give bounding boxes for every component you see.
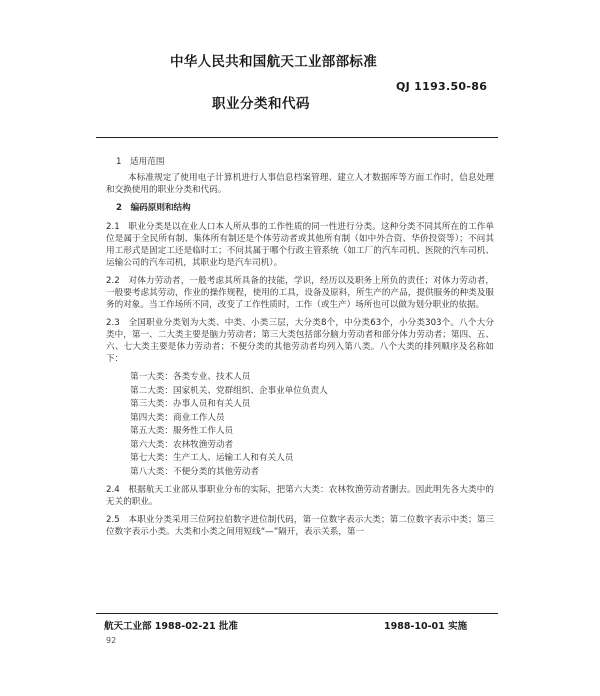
clause-2-1: 2.1 职业分类是以在业人口本人所从事的工作性质的同一性进行分类。这种分类不同其所在的工作单位是属于全民所有制、集体所有制还是个体劳动者或其他所有制（如中外合资、华侨投资等）；不问其用工形式是固定工还是临时工；不问其属于哪个行政主管系统（如工厂的汽车司机、医院的汽车司机、运输公司的汽车司机，其职业均是汽车司机）。 <box>106 222 494 268</box>
clause-2-5: 2.5 本职业分类采用三位阿拉伯数字进位制代码，第一位数字表示大类；第二位数字表示中类；第三位数字表示小类。大类和小类之间用短线“—”隔开，表示关系，第一 <box>106 515 494 537</box>
effective-date: 1988-10-01 实施 <box>384 621 468 632</box>
clause-2-2: 2.2 对体力劳动者，一般考虑其所具备的技能，学识，经历以及职务上所负的责任；对体力劳动者，一般要考虑其劳动，作业的操作规程，使用的工具，设备及原料，所生产的产品，提供服务的种类及服务的对象。当工作场所不同，改变了工作性质时，工作（或生产）场所也可以做为划分职业的依据。 <box>106 276 494 310</box>
clause-2-4: 2.4 根据航天工业部从事职业分布的实际，把第六大类：农林牧渔劳动者删去。因此明先各大类中的无关的职业。 <box>106 485 494 507</box>
page-number: 92 <box>106 636 117 645</box>
list-item: 第二大类：国家机关、党群组织、企事业单位负责人 <box>130 385 328 396</box>
list-item: 第五大类：服务性工作人员 <box>130 426 234 436</box>
approval-date: 航天工业部 1988-02-21 批准 <box>104 621 238 632</box>
list-item: 第八大类：不便分类的其他劳动者 <box>130 466 259 477</box>
header-divider <box>96 137 498 138</box>
category-list <box>106 371 494 479</box>
clause-2-3: 2.3 全国职业分类划为大类、中类、小类三层，大分类8个，中分类63个，小分类303个。八个大分类中，第一、二大类主要是脑力劳动者；第三大类包括部分脑力劳动者和部分体力劳动者；第四、五、六、七大类主要是体力劳动者；不便分类的其他劳动者均列入第八类。八个大类的排列顺序及名称如下： <box>106 318 494 364</box>
list-item: 第七大类：生产工人、运输工人和有关人员 <box>130 453 294 463</box>
standard-number: QJ 1193.50-86 <box>396 80 488 93</box>
list-item: 第一大类：各类专业、技术人员 <box>130 372 251 382</box>
footer-divider <box>96 613 498 614</box>
section-1-paragraph: 本标准规定了使用电子计算机进行人事信息档案管理、建立人才数据库等方面工作时，信息处理和交换使用的职业分类和代码。 <box>106 173 494 195</box>
document-body <box>106 156 494 544</box>
list-item: 第四大类：商业工作人员 <box>130 412 225 423</box>
document-title: 职业分类和代码 <box>212 96 310 112</box>
issuing-agency: 中华人民共和国航天工业部部标准 <box>170 54 377 70</box>
list-item: 第六大类：农林牧渔劳动者 <box>130 439 234 450</box>
section-1-heading: 1 适用范围 <box>116 157 165 167</box>
section-2-heading: 2 编码原则和结构 <box>116 203 191 213</box>
list-item: 第三大类：办事人员和有关人员 <box>130 399 251 409</box>
